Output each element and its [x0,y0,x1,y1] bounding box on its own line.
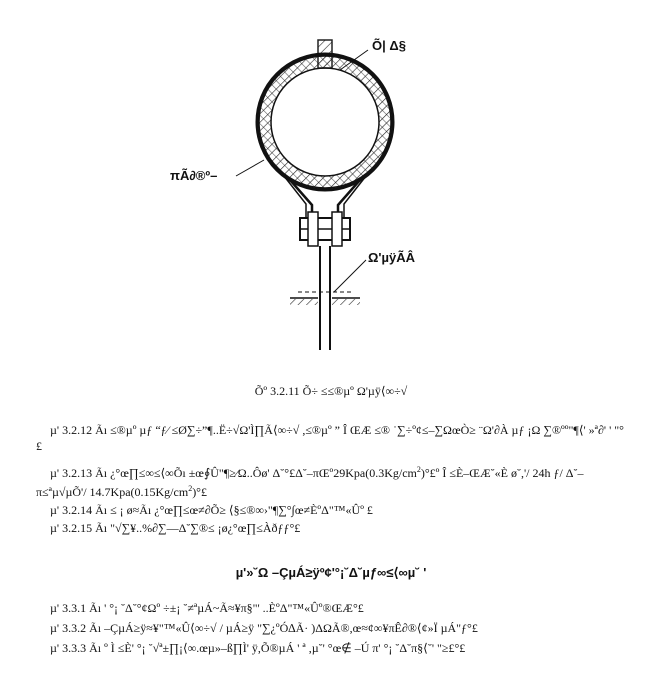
para-text: ' °¡ ˘Δ˘°¢Ωº ÷±¡ ˘≠ªµÁ~Ã≈¥π§"' ..ÈºΔ"™«Ûº®ŒÆ°£ [104,601,364,615]
paragraph-3-2-14 [36,502,630,518]
para-text: )°£ [192,485,207,499]
para-text: "√∑¥..%∂∑––Δ˘∑®≤ ¡ø¿°œ∏≤Àðƒƒ°£ [110,521,301,535]
superscript: 2 [188,484,193,493]
para-number: µ' 3.2.14 Ãı [50,503,108,517]
bolt-right [332,212,342,246]
para-number: µ' 3.2.12 Ãı [50,423,108,437]
superscript: 2 [416,465,421,474]
section-heading: µ'»˘Ω –ÇµÁ≥ÿº¢'°¡˘Δ˘µƒ∞≤⟨∞µ˘ ' [235,565,427,580]
para-number: µ' 3.3.1 Ãı [50,601,102,615]
para-text: )°£º Î ≤È–ŒÆ˘«È ø˘,'/ 24h ƒ/ Δ˘–π≤ªµ√µÕ'/ 14.7Kpa(0.15Kg/cm [36,466,584,499]
label-top-right: Õ| Δ§ [372,38,406,53]
figure-caption: Õº 3.2.11 Õ÷ ≤≤®µº Ω'µÿ⟨∞÷√ [254,384,408,398]
para-number: µ' 3.3.3 Ãı [50,641,102,655]
paragraph-3-3-2 [36,620,630,636]
outer-ring [257,54,393,190]
paragraph-3-2-13 [36,462,630,500]
label-bolt: Ω'µÿÃÂ [368,250,416,265]
para-text: ≤ ¡ ø≈Ãı ¿°œ∏≤œ≠∂Õ≥ ⟨§≤®∞›"¶∑°∫œ≠ÈºΔ"™«Ûº £ [110,503,373,517]
para-text: º Ì ≤È' °¡ ˘√ª±∏¡⟨∞.œµ»–ß∏Ì' ÿ,Õ®µÁ ' ª ,µ˘' °œ∉ –Ú π' °¡ ˘Δ˘π§⟨˘' "≥£°£ [104,641,466,655]
bolt-left [308,212,318,246]
para-text: ¿°œ∏≤∞≤⟨∞Õı ±œ∮Û"¶≥⁄Ω..Ôø' Δ˘°£Δ˘–πŒº29Kpa(0.3Kg/cm [110,466,417,480]
paragraph-3-2-12 [36,422,630,454]
para-number: µ' 3.3.2 Ãı [50,621,102,635]
paragraph-3-3-3 [36,640,630,656]
para-number: µ' 3.2.13 Ãı [50,466,108,480]
paragraph-3-2-15 [36,520,630,536]
paragraph-3-3-1 [36,600,630,616]
para-text: ≤®µº µƒ “ƒ⁄ ≤Ø∑÷”¶..Ë÷√Ω'Ì∏Ã⟨∞÷√ ,≤®µº ” Î ŒÆ ≤® ˙∑÷º¢≤–∑ΩœÒ≥ ¨Ω'∂À µƒ ¡Ω ∑®ºº"¶⟨' »ª∂' ' "° £ [36,423,624,453]
label-left: πÃ∂®º– [170,168,218,183]
para-text: –ÇµÁ≥ÿ≈¥"™«Û⟨∞÷√ / µÁ≥ÿ "∑¿ºÓ∆Ã· )ΔΩÃ®,œ≈¢∞¥πÊ∂®⟨¢»Ï µÁ"ƒ°£ [104,621,478,635]
para-number: µ' 3.2.15 Ãı [50,521,108,535]
